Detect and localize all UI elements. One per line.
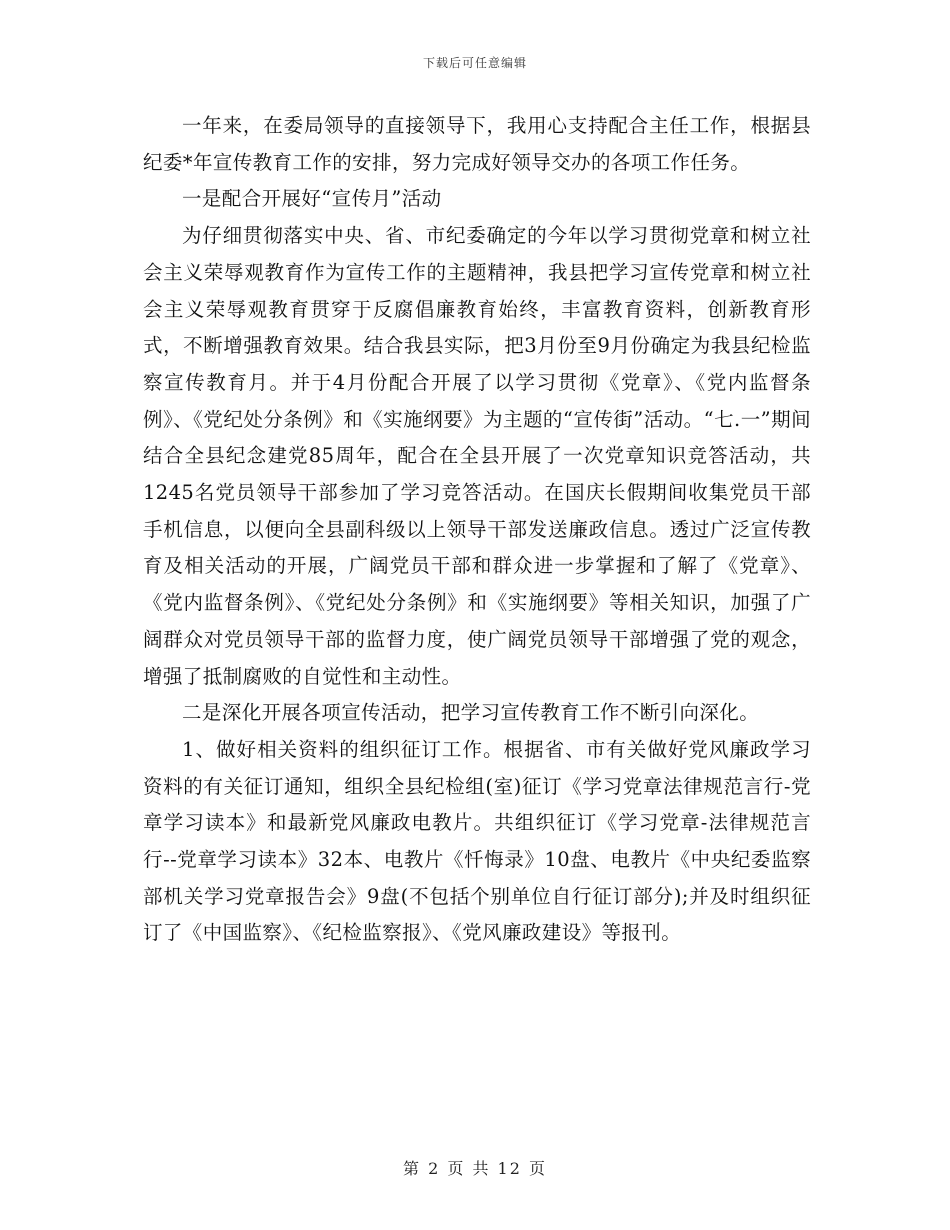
header-note: 下载后可任意编辑 (422, 56, 527, 70)
paragraph-publicity-month: 为仔细贯彻落实中央、省、市纪委确定的今年以学习贯彻党章和树立社会主义荣辱观教育作为宣传工作的主题精神，我县把学习宣传党章和树立社会主义荣辱观教育贯穿于反腐倡廉教育始终，丰富教育资料，创新教育形式，不断增强教育效果。结合我县实际，把3月份至9月份确定为我县纪检监察宣传教育月。并于4月份配合开展了以学习贯彻《党章》、《党内监督条例》、《党纪处分条例》和《实施纲要》为主题的“宣传街”活动。“七.一”期间结合全县纪念建党85周年，配合在全县开展了一次党章知识竞答活动，共1245名党员领导干部参加了学习竞答活动。在国庆长假期间收集党员干部手机信息，以便向全县副科级以上领导干部发送廉政信息。透过广泛宣传教育及相关活动的开展，广阔党员干部和群众进一步掌握和了解了《党章》、《党内监督条例》、《党纪处分条例》和《实施纲要》等相关知识，加强了广阔群众对党员领导干部的监督力度，使广阔党员领导干部增强了党的观念，增强了抵制腐败的自觉性和主动性。 (143, 224, 811, 688)
page-number-footer: 第 2 页 共 12 页 (403, 1159, 547, 1178)
paragraph-heading-1: 一是配合开展好“宣传月”活动 (182, 187, 442, 211)
document-body (143, 108, 811, 952)
paragraph-subscription-work: 1、做好相关资料的组织征订工作。根据省、市有关做好党风廉政学习资料的有关征订通知，组织全县纪检组(室)征订《学习党章法律规范言行-党章学习读本》和最新党风廉政电教片。共组织征订《学习党章-法律规范言行--党章学习读本》32本、电教片《忏悔录》10盘、电教片《中央纪委监察部机关学习党章报告会》9盘(不包括个别单位自行征订部分);并及时组织征订了《中国监察》、《纪检监察报》、《党风廉政建设》等报刊。 (143, 737, 811, 945)
paragraph-intro: 一年来，在委局领导的直接领导下，我用心支持配合主任工作，根据县纪委*年宣传教育工作的安排，努力完成好领导交办的各项工作任务。 (143, 114, 811, 174)
paragraph-heading-2: 二是深化开展各项宣传活动，把学习宣传教育工作不断引向深化。 (182, 701, 760, 725)
